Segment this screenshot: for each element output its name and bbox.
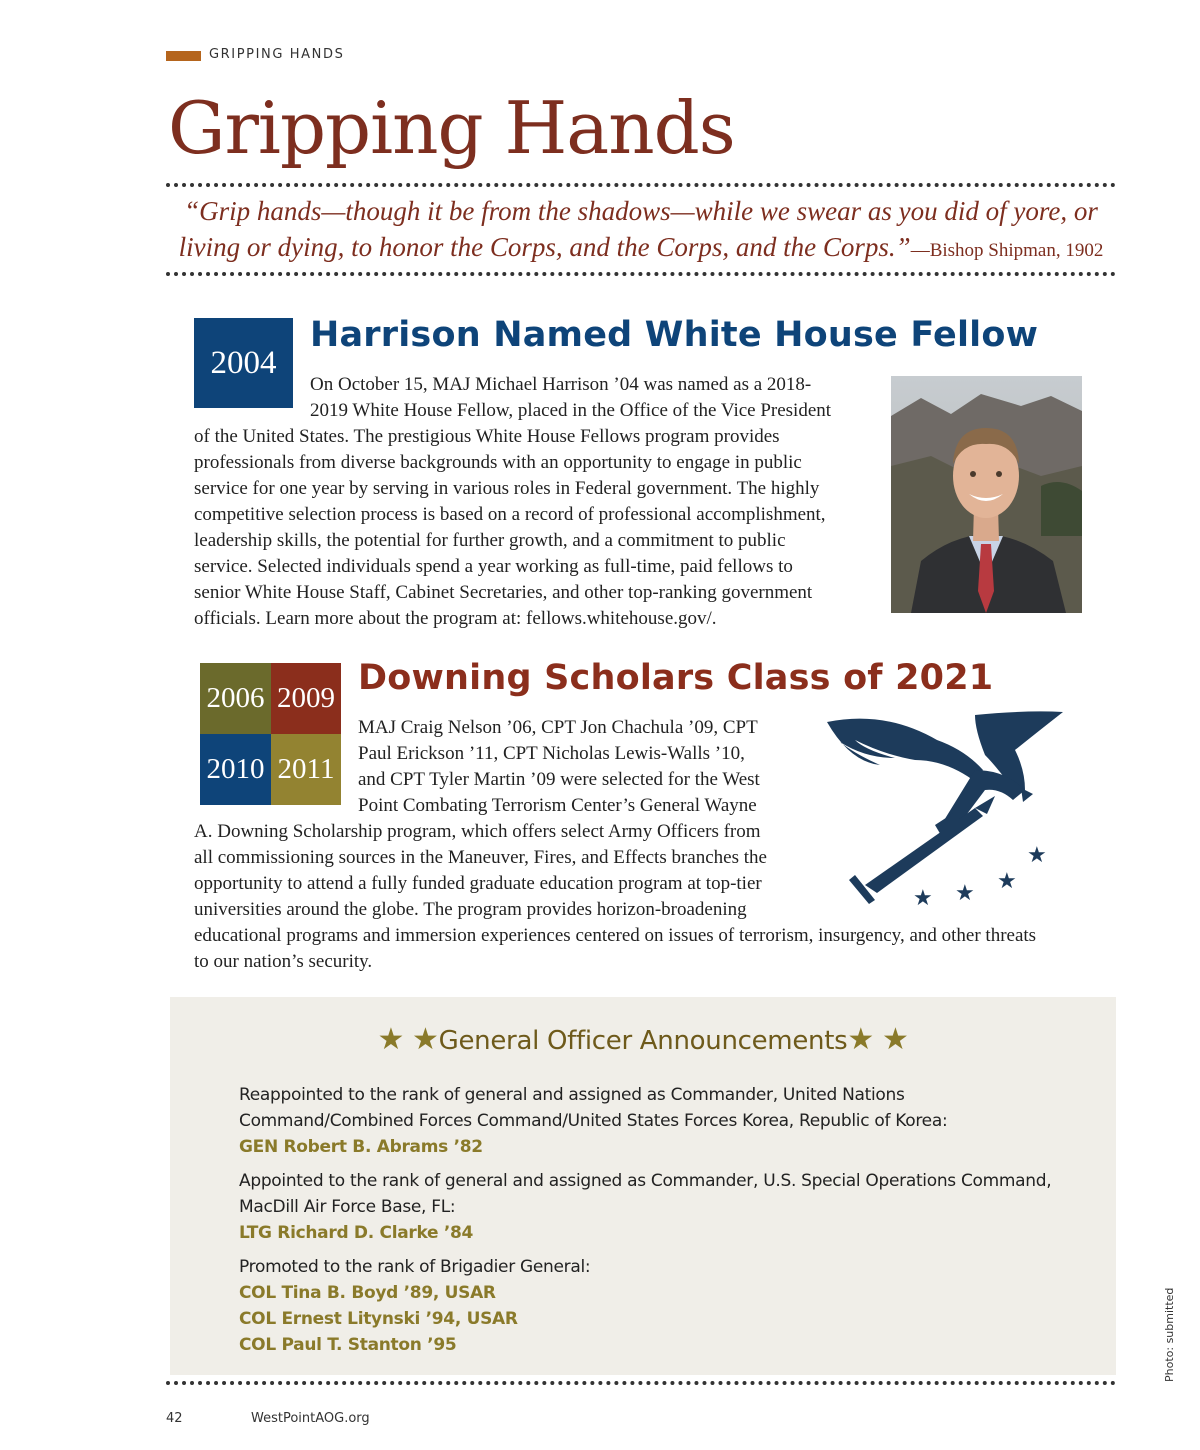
body-line: and CPT Tyler Martin ’09 were selected for the West [358,769,760,790]
body-line: 2019 White House Fellow, placed in the Office of the Vice President [310,400,832,421]
page-title: Gripping Hands [168,86,735,170]
announcements-title: General Officer Announcements [438,1026,848,1056]
body-line: Point Combating Terrorism Center’s General Wayne [358,795,757,816]
year-badge: 2009 [271,663,341,734]
article-body [194,372,884,632]
body-line: officials. Learn more about the program at: fellows.whitehouse.gov/. [194,608,717,629]
body-line: of the United States. The prestigious White House Fellows program provides [194,426,780,447]
page-number: 42 [166,1411,183,1426]
body-line: service for one year by serving in various roles in Federal government. The highly [194,478,820,499]
eagle-sword-logo [825,710,1065,910]
body-line: A. Downing Scholarship program, which offers select Army Officers from [194,821,761,842]
body-line: competitive selection process is based on a record of professional accomplishment, [194,504,826,525]
officer-name: LTG Richard D. Clarke ’84 [239,1223,474,1243]
body-line: On October 15, MAJ Michael Harrison ’04 was named as a 2018- [310,374,812,395]
section-label: GRIPPING HANDS [209,47,345,62]
body-line: MAJ Craig Nelson ’06, CPT Jon Chachula ’09, CPT [358,717,758,738]
officer-name: COL Tina B. Boyd ’89, USAR [239,1283,496,1303]
announcement-item [239,1254,1079,1358]
star-icon: ★ [881,1022,909,1057]
body-line: all commissioning sources in the Maneuver, Fires, and Effects branches the [194,847,767,868]
announcement-text: Reappointed to the rank of general and assigned as Commander, United Nations Command/Combined Forces Command/United States Forces Korea, Republic of Korea: [239,1085,948,1131]
body-line: opportunity to attend a fully funded graduate education program at top-tier [194,873,762,894]
announcement-item [239,1168,1079,1246]
body-line: to our nation’s security. [194,951,373,972]
body-line: Paul Erickson ’11, CPT Nicholas Lewis-Walls ’10, [358,743,745,764]
pull-quote [166,193,1116,269]
year-badge: 2011 [271,734,341,805]
article-headline: Downing Scholars Class of 2021 [358,658,994,698]
dotted-divider [166,183,1116,187]
announcement-text: Promoted to the rank of Brigadier General: [239,1257,591,1277]
photo-credit: Photo: submitted [1163,1287,1176,1382]
section-accent-bar [166,51,201,61]
svg-text:★: ★ [1027,843,1047,868]
star-icon: ★ [412,1022,439,1057]
dotted-divider [166,272,1116,276]
officer-name: GEN Robert B. Abrams ’82 [239,1137,483,1157]
announcements-heading [170,1022,1116,1057]
year-badge: 2006 [200,663,271,734]
quote-line: “Grip hands—though it be from the shadows—while we swear as you did of yore, or [184,196,1098,226]
quote-line-text: living or dying, to honor the Corps, and the Corps, and the Corps.” [178,232,911,262]
body-line: educational programs and immersion experiences centered on issues of terrorism, insurgency, and other threats [194,925,1037,946]
svg-text:★: ★ [913,886,933,910]
quote-attribution: —Bishop Shipman, 1902 [910,240,1104,261]
year-badge: 2010 [200,734,271,805]
star-icon: ★ [377,1022,405,1057]
announcement-item [239,1082,1079,1160]
svg-text:★: ★ [997,869,1017,894]
officer-name: COL Ernest Litynski ’94, USAR [239,1309,518,1329]
announcement-text: Appointed to the rank of general and assigned as Commander, U.S. Special Operations Command, MacDill Air Force Base, FL: [239,1171,1052,1217]
body-line: service. Selected individuals spend a year working as full-time, paid fellows to [194,556,793,577]
quote-line [166,229,1116,269]
star-icon: ★ [847,1022,874,1057]
site-url[interactable]: WestPointAOG.org [251,1411,370,1426]
officer-name: COL Paul T. Stanton ’95 [239,1335,457,1355]
year-badge: 2004 [194,318,293,408]
portrait-photo [891,376,1082,613]
article-headline: Harrison Named White House Fellow [310,315,1039,355]
svg-text:★: ★ [955,881,975,906]
body-line: professionals from diverse backgrounds with an opportunity to engage in public [194,452,802,473]
body-line: leadership skills, the potential for further growth, and a commitment to public [194,530,786,551]
dotted-divider [166,1381,1116,1385]
body-line: senior White House Staff, Cabinet Secretaries, and other top-ranking government [194,582,813,603]
body-line: universities around the globe. The program provides horizon-broadening [194,899,747,920]
